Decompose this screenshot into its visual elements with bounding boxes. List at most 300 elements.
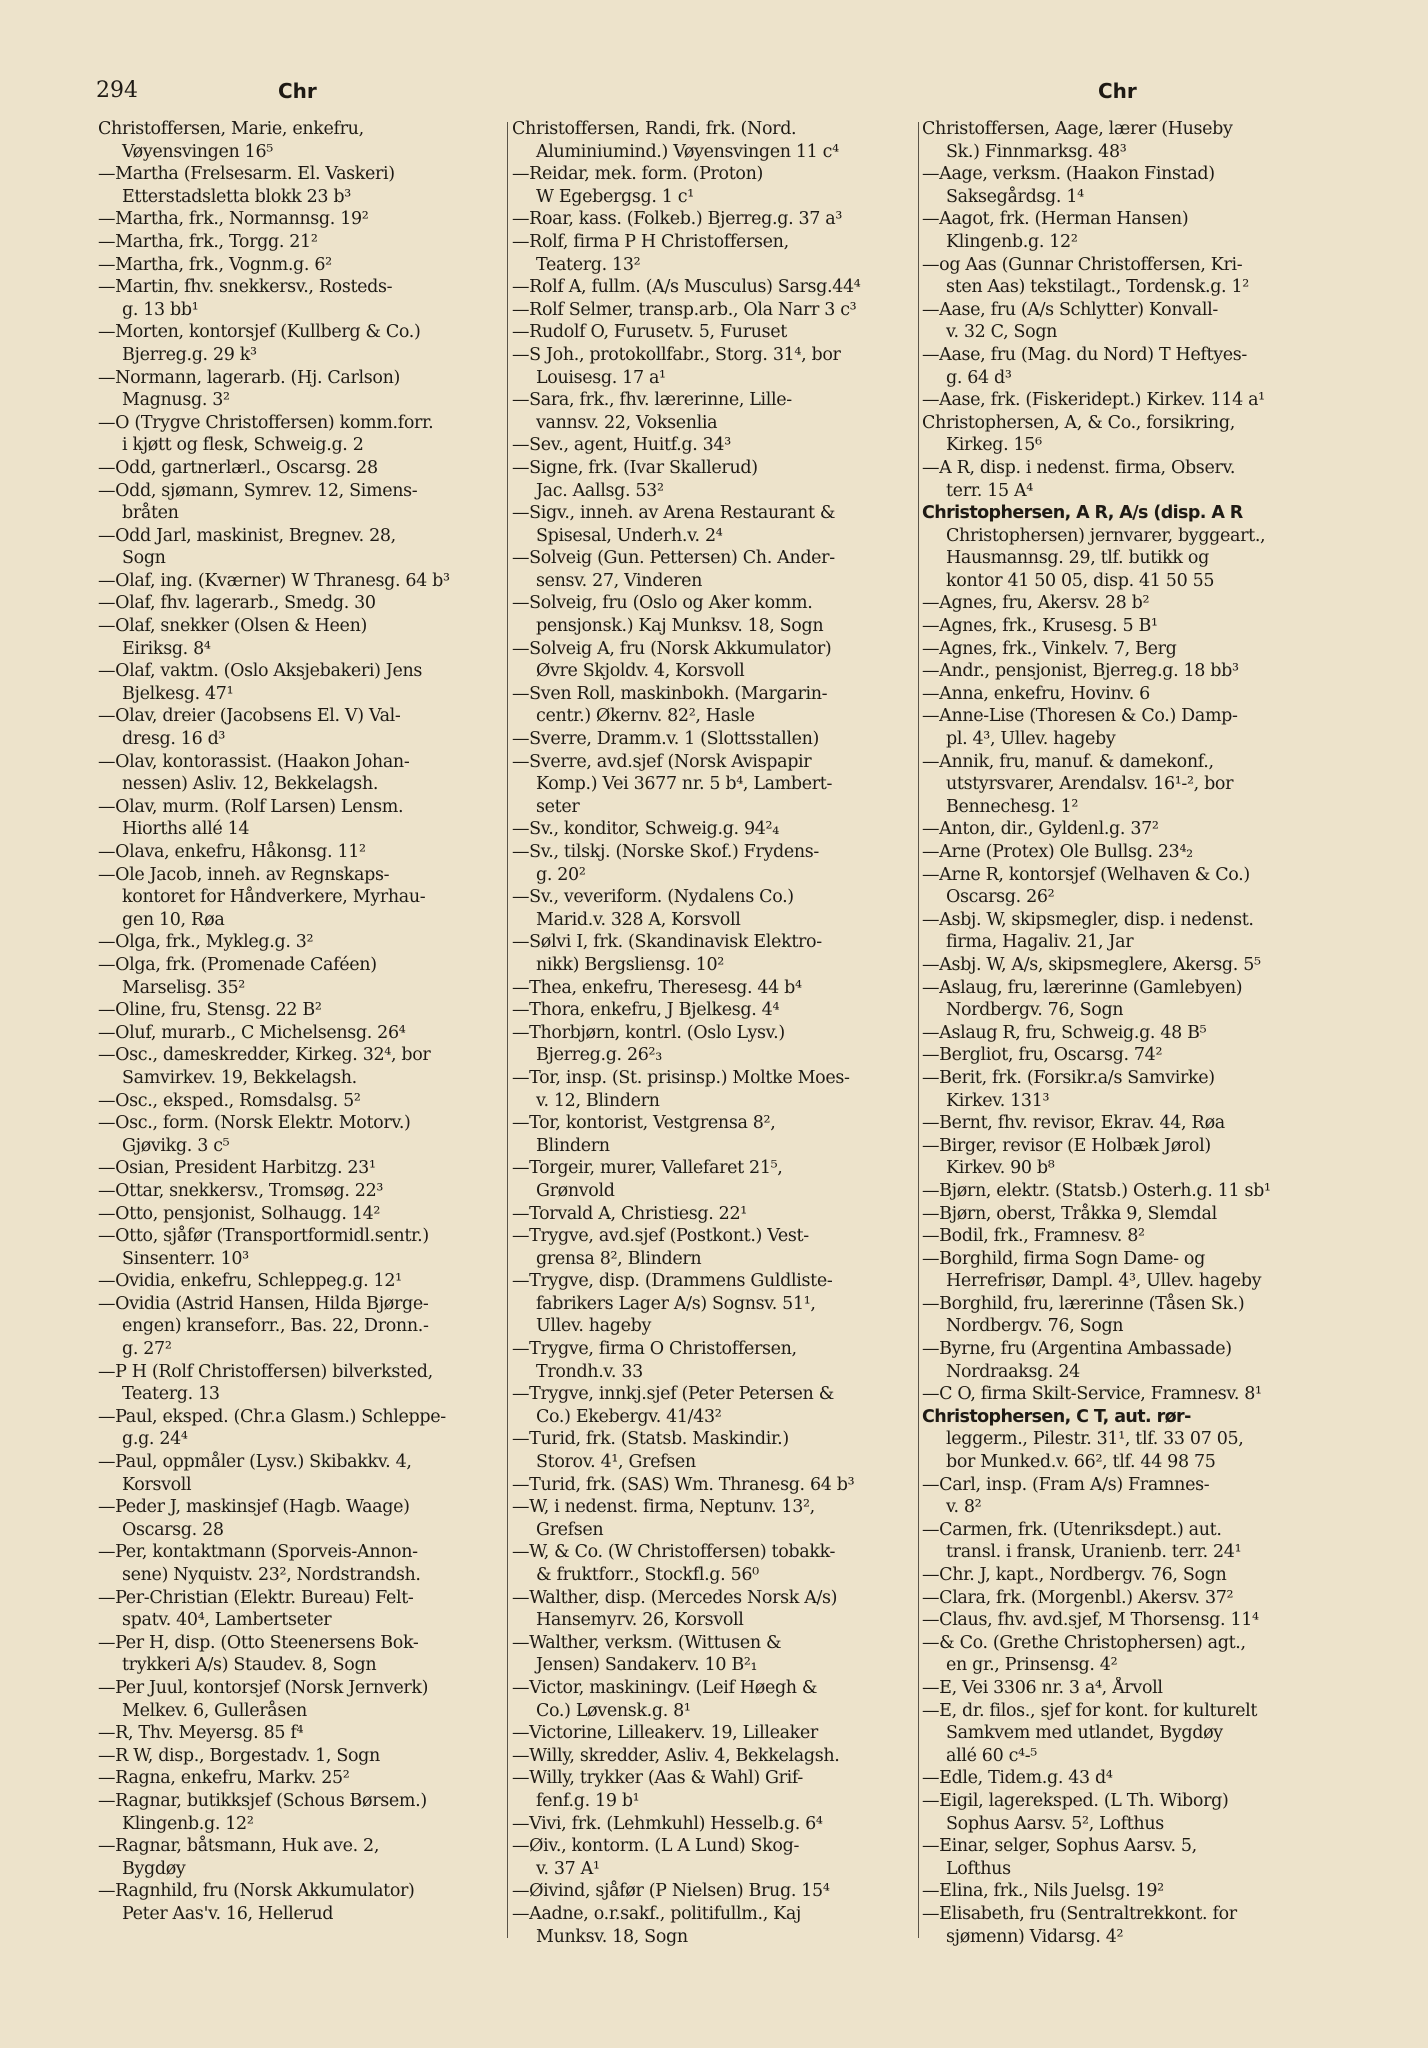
directory-entry	[512, 1225, 920, 1270]
entry-continuation-line: Jensen) Sandakerv. 10 B²₁	[536, 1655, 758, 1676]
directory-entry	[922, 1564, 1330, 1587]
directory-entry	[98, 1790, 504, 1835]
directory-entry	[922, 1700, 1330, 1768]
entry-continuation-line: Blindern	[536, 1135, 610, 1156]
directory-entry	[512, 1338, 920, 1383]
entry-line: —Willy, trykker (Aas & Wahl) Grif-	[512, 1768, 803, 1789]
entry-line: —Tor, insp. (St. prisinsp.) Moltke Moes-	[512, 1067, 850, 1088]
directory-entry	[922, 1293, 1330, 1338]
entry-line: —E, Vei 3306 nr. 3 a⁴, Årvoll	[922, 1677, 1163, 1698]
entry-line: —Aase, frk. (Fiskeridept.) Kirkev. 114 a¹	[922, 390, 1265, 411]
directory-entry	[98, 1406, 504, 1451]
entry-continuation-line: Klingenb.g. 12²	[946, 231, 1078, 252]
entry-continuation-line: Sophus Aarsv. 5², Lofthus	[946, 1813, 1164, 1834]
directory-entry	[98, 1880, 504, 1925]
entry-continuation-line: utstyrsvarer, Arendalsv. 16¹-², bor	[946, 774, 1234, 795]
directory-entry	[512, 683, 920, 728]
directory-entry	[98, 276, 504, 321]
entry-line: —Otto, pensjonist, Solhaugg. 14²	[98, 1203, 381, 1224]
entry-continuation-line: Marid.v. 328 A, Korsvoll	[536, 909, 741, 930]
directory-column-1	[98, 118, 504, 1998]
entry-line: —Thora, enkefru, J Bjelkesg. 4⁴	[512, 1000, 780, 1021]
entry-continuation-line: Bjelkesg. 47¹	[122, 683, 234, 704]
directory-entry	[922, 1609, 1330, 1632]
directory-entry	[98, 1541, 504, 1586]
entry-continuation-line: Hiorths allé 14	[122, 819, 250, 840]
entry-line: —Torvald A, Christiesg. 22¹	[512, 1203, 747, 1224]
entry-line: —Sven Roll, maskinbokh. (Margarin-	[512, 683, 828, 704]
directory-entry	[98, 1496, 504, 1541]
directory-entry	[512, 118, 920, 163]
entry-line: —Anton, dir., Gyldenl.g. 37²	[922, 819, 1159, 840]
entry-line: —Sverre, avd.sjef (Norsk Avispapir	[512, 751, 812, 772]
entry-line: —R, Thv. Meyersg. 85 f⁴	[98, 1723, 304, 1744]
directory-entry	[98, 570, 504, 593]
directory-entry	[98, 1022, 504, 1045]
entry-line: —Thea, enkefru, Theresesg. 44 b⁴	[512, 977, 802, 998]
entry-continuation-line: Sinsenterr. 10³	[122, 1248, 249, 1269]
directory-entry	[512, 1632, 920, 1677]
directory-entry	[922, 705, 1330, 750]
entry-line: —Byrne, fru (Argentina Ambassade)	[922, 1339, 1232, 1360]
running-head-left: Chr	[278, 79, 317, 103]
entry-continuation-line: Øvre Skjoldv. 4, Korsvoll	[536, 661, 745, 682]
directory-entry-firm	[922, 502, 1330, 592]
entry-line: —Sverre, Dramm.v. 1 (Slottsstallen)	[512, 729, 819, 750]
entry-line: —Aase, fru (Mag. du Nord) T Heftyes-	[922, 344, 1247, 365]
directory-entry	[98, 592, 504, 615]
entry-continuation-line: & fruktforr., Stockfl.g. 56⁰	[536, 1565, 759, 1585]
directory-entry	[98, 1745, 504, 1768]
directory-entry	[512, 818, 920, 841]
entry-continuation-line: v. 32 C, Sogn	[946, 322, 1058, 343]
entry-continuation-line: centr.) Økernv. 82², Hasle	[536, 706, 755, 727]
entry-line: —Olav, dreier (Jacobsens El. V) Val-	[98, 706, 401, 727]
directory-entry	[98, 864, 504, 932]
directory-entry	[922, 683, 1330, 706]
directory-entry	[922, 638, 1330, 661]
entry-continuation-line: Bygdøy	[122, 1858, 186, 1879]
entry-line: —Bodil, frk., Framnesv. 8²	[922, 1226, 1145, 1247]
directory-entry	[512, 592, 920, 637]
directory-entry	[98, 208, 504, 231]
directory-entry	[512, 547, 920, 592]
directory-entry-firm	[922, 1406, 1330, 1474]
entry-continuation-line: Kirkev. 90 b⁸	[946, 1158, 1055, 1179]
entry-line: —Torgeir, murer, Vallefaret 21⁵,	[512, 1158, 783, 1179]
directory-entry	[922, 841, 1330, 864]
directory-entry	[512, 457, 920, 502]
directory-entry	[512, 1496, 920, 1541]
directory-entry	[922, 1338, 1330, 1383]
entry-line: —Per Juul, kontorsjef (Norsk Jernverk)	[98, 1677, 429, 1698]
entry-continuation-line: grensa 8², Blindern	[536, 1248, 702, 1269]
entry-line: —Solveig (Gun. Pettersen) Ch. Ander-	[512, 548, 835, 569]
directory-entry	[512, 1813, 920, 1836]
directory-entry	[98, 457, 504, 480]
entry-continuation-line: Magnusg. 3²	[122, 390, 230, 411]
directory-entry	[922, 1135, 1330, 1180]
entry-line: —Carmen, frk. (Utenriksdept.) aut.	[922, 1519, 1222, 1540]
entry-line: —Sev., agent, Huitf.g. 34³	[512, 435, 731, 456]
entry-line: —Martha (Frelsesarm. El. Vaskeri)	[98, 164, 395, 185]
entry-line: —Berit, frk. (Forsikr.a/s Samvirke)	[922, 1067, 1215, 1088]
entry-continuation-line: Marselisg. 35²	[122, 977, 245, 998]
entry-line: —Normann, lagerarb. (Hj. Carlson)	[98, 367, 400, 388]
directory-entry	[512, 638, 920, 683]
entry-line: —Olga, frk., Mykleg.g. 3²	[98, 932, 314, 953]
directory-entry	[98, 525, 504, 570]
entry-line: —Oline, fru, Stensg. 22 B²	[98, 1000, 322, 1021]
entry-continuation-line: Sogn	[122, 548, 166, 569]
entry-line: —Olava, enkefru, Håkonsg. 11²	[98, 842, 366, 862]
directory-entry	[98, 705, 504, 750]
directory-entry	[922, 1383, 1330, 1406]
directory-entry	[98, 1767, 504, 1790]
directory-entry	[922, 1519, 1330, 1564]
directory-entry	[512, 841, 920, 886]
entry-line: —Trygve, disp. (Drammens Guldliste-	[512, 1271, 833, 1292]
directory-entry	[512, 1428, 920, 1473]
entry-continuation-line: Eiriksg. 8⁴	[122, 638, 211, 659]
directory-entry	[512, 1270, 920, 1338]
entry-continuation-line: seter	[536, 796, 580, 817]
entry-line: —R W, disp., Borgestadv. 1, Sogn	[98, 1745, 380, 1766]
entry-line: —Anna, enkefru, Hovinv. 6	[922, 683, 1150, 704]
entry-line: —Paul, eksped. (Chr.a Glasm.) Schleppe-	[98, 1406, 446, 1427]
directory-entry	[98, 254, 504, 277]
directory-entry	[922, 254, 1330, 299]
entry-line: —S Joh., protokollfabr., Storg. 31⁴, bor	[512, 344, 841, 365]
directory-entry	[512, 389, 920, 434]
entry-line: —Asbj. W, skipsmegler, disp. i nedenst.	[922, 909, 1254, 930]
entry-line: —Victor, maskiningv. (Leif Høegh &	[512, 1677, 818, 1698]
entry-line: Christophersen, A, & Co., forsikring,	[922, 412, 1235, 433]
entry-continuation-line: Ullev. hageby	[536, 1316, 652, 1337]
entry-line: —Odd, sjømann, Symrev. 12, Simens-	[98, 480, 418, 501]
entry-continuation-line: Teaterg. 13	[122, 1384, 220, 1405]
directory-column-3	[922, 118, 1330, 1998]
entry-line: —W, i nedenst. firma, Neptunv. 13²,	[512, 1497, 815, 1518]
entry-line: —A R, disp. i nedenst. firma, Observ.	[922, 457, 1236, 478]
entry-line: —Otto, sjåfør (Transportformidl.sentr.)	[98, 1226, 429, 1247]
directory-entry	[98, 1112, 504, 1157]
entry-continuation-line: en gr., Prinsensg. 4²	[946, 1655, 1118, 1676]
entry-line: —P H (Rolf Christoffersen) bilverksted,	[98, 1361, 433, 1382]
directory-entry	[512, 751, 920, 819]
entry-continuation-line: transl. i fransk, Uranienb. terr. 24¹	[946, 1542, 1242, 1563]
entry-continuation-line: sene) Nyquistv. 23², Nordstrandsh.	[122, 1565, 421, 1585]
directory-entry	[922, 389, 1330, 412]
directory-entry	[98, 367, 504, 412]
directory-entry	[922, 1835, 1330, 1880]
directory-entry	[922, 751, 1330, 819]
entry-line: —Sigv., inneh. av Arena Restaurant &	[512, 503, 836, 524]
directory-entry	[922, 1180, 1330, 1203]
directory-entry	[98, 118, 504, 163]
directory-entry	[922, 457, 1330, 502]
directory-entry	[922, 1880, 1330, 1903]
entry-line: —C O, firma Skilt-Service, Framnesv. 8¹	[922, 1384, 1262, 1405]
directory-entry	[98, 1203, 504, 1226]
entry-continuation-line: Nordraaksg. 24	[946, 1361, 1080, 1382]
entry-line: —Osc., dameskredder, Kirkeg. 32⁴, bor	[98, 1045, 431, 1066]
entry-line: —Claus, fhv. avd.sjef, M Thorsensg. 11⁴	[922, 1610, 1259, 1631]
entry-continuation-line: i kjøtt og flesk, Schweig.g. 2	[122, 435, 364, 456]
entry-continuation-line: Bennechesg. 1²	[946, 796, 1079, 817]
entry-line: —Rolf A, fullm. (A/s Musculus) Sarsg.44⁴	[512, 277, 861, 298]
directory-entry	[98, 615, 504, 660]
entry-line: —Ole Jacob, inneh. av Regnskaps-	[98, 864, 390, 885]
entry-line: —Solveig, fru (Oslo og Aker komm.	[512, 593, 813, 614]
directory-entry	[512, 1067, 920, 1112]
entry-continuation-line: Munksv. 18, Sogn	[536, 1926, 688, 1947]
entry-line: —Odd Jarl, maskinist, Bregnev. 28,	[98, 525, 396, 546]
directory-entry	[922, 344, 1330, 389]
entry-line: —Clara, frk. (Morgenbl.) Akersv. 37²	[922, 1587, 1234, 1608]
entry-line: —Walther, disp. (Mercedes Norsk A/s)	[512, 1587, 838, 1608]
entry-continuation-line: Co.) Ekebergv. 41/43²	[536, 1406, 722, 1427]
directory-entry	[922, 299, 1330, 344]
directory-entry	[512, 276, 920, 299]
entry-line: —Ovidia, enkefru, Schleppeg.g. 12¹	[98, 1271, 402, 1292]
entry-line: —Per, kontaktmann (Sporveis-Annon-	[98, 1542, 418, 1563]
directory-entry	[98, 1270, 504, 1293]
entry-continuation-line: sjømenn) Vidarsg. 4²	[946, 1926, 1124, 1947]
entry-line: —Thorbjørn, kontrl. (Oslo Lysv.)	[512, 1022, 785, 1043]
directory-entry	[922, 660, 1330, 683]
directory-entry	[98, 751, 504, 796]
entry-line: —Per-Christian (Elektr. Bureau) Felt-	[98, 1587, 414, 1608]
entry-line: —Arne (Protex) Ole Bullsg. 23⁴₂	[922, 842, 1193, 862]
entry-continuation-line: Saksegårdsg. 1⁴	[946, 186, 1084, 207]
directory-entry	[512, 1474, 920, 1497]
entry-line: —Osc., eksped., Romsdalsg. 5²	[98, 1090, 361, 1111]
entry-continuation-line: bor Munked.v. 66², tlf. 44 98 75	[946, 1452, 1216, 1473]
entry-line: —Aagot, frk. (Herman Hansen)	[922, 209, 1189, 230]
entry-line: —Trygve, innkj.sjef (Peter Petersen &	[512, 1384, 834, 1405]
entry-line: —Ovidia (Astrid Hansen, Hilda Bjørge-	[98, 1293, 429, 1314]
directory-entry	[922, 1587, 1330, 1610]
entry-line: —Walther, verksm. (Wittusen &	[512, 1632, 782, 1653]
entry-line: —Reidar, mek. form. (Proton)	[512, 164, 763, 185]
directory-entry	[512, 1203, 920, 1226]
entry-line: —Agnes, fru, Akersv. 28 b²	[922, 593, 1150, 614]
entry-line: —Martha, frk., Vognm.g. 6²	[98, 254, 332, 275]
entry-line: —Oluf, murarb., C Michelsensg. 26⁴	[98, 1022, 406, 1043]
entry-line: —Roar, kass. (Folkeb.) Bjerreg.g. 37 a³	[512, 209, 843, 230]
directory-entry	[98, 1451, 504, 1496]
entry-continuation-line: Grefsen	[536, 1519, 604, 1540]
directory-entry	[512, 1587, 920, 1632]
directory-entry	[512, 344, 920, 389]
entry-line: —Aadne, o.r.sakf., politifullm., Kaj	[512, 1903, 802, 1924]
entry-continuation-line: pensjonsk.) Kaj Munksv. 18, Sogn	[536, 616, 824, 637]
entry-line: —Turid, frk. (SAS) Wm. Thranesg. 64 b³	[512, 1474, 855, 1495]
entry-line: —Morten, kontorsjef (Kullberg & Co.)	[98, 322, 421, 343]
entry-continuation-line: fabrikers Lager A/s) Sognsv. 51¹,	[536, 1293, 816, 1314]
entry-continuation-line: terr. 15 A⁴	[946, 480, 1033, 501]
directory-column-2	[512, 118, 920, 1998]
entry-line: —Olaf, fhv. lagerarb., Smedg. 30	[98, 593, 376, 614]
entry-line: —Aslaug R, fru, Schweig.g. 48 B⁵	[922, 1022, 1207, 1043]
directory-entry	[922, 1225, 1330, 1248]
entry-line: —Rolf, firma P H Christoffersen,	[512, 231, 789, 252]
entry-line: —Chr. J, kapt., Nordbergv. 76, Sogn	[922, 1565, 1227, 1585]
entry-continuation-line: Kirkev. 131³	[946, 1090, 1050, 1111]
entry-line: —Birger, revisor (E Holbæk Jørol)	[922, 1135, 1211, 1156]
directory-entry	[98, 1835, 504, 1880]
entry-line: —Øivind, sjåfør (P Nielsen) Brug. 15⁴	[512, 1881, 830, 1902]
entry-line: —Arne R, kontorsjef (Welhaven & Co.)	[922, 864, 1250, 885]
entry-continuation-line: trykkeri A/s) Staudev. 8, Sogn	[122, 1655, 377, 1676]
directory-entry	[512, 502, 920, 547]
directory-entry	[922, 1474, 1330, 1519]
entry-line: —Trygve, avd.sjef (Postkont.) Vest-	[512, 1226, 809, 1247]
entry-line: —Eigil, lagereksped. (L Th. Wiborg)	[922, 1790, 1229, 1811]
directory-entry	[512, 231, 920, 276]
entry-continuation-line: leggerm., Pilestr. 31¹, tlf. 33 07 05,	[946, 1429, 1244, 1450]
entry-line: —Aase, fru (A/s Schlytter) Konvall-	[922, 299, 1218, 320]
directory-entry	[922, 864, 1330, 909]
entry-line: —& Co. (Grethe Christophersen) agt.,	[922, 1632, 1246, 1653]
entry-continuation-line: vannsv. 22, Voksenlia	[536, 412, 718, 433]
entry-continuation-line: nikk) Bergsliensg. 10²	[536, 954, 724, 975]
directory-entry	[98, 841, 504, 864]
page-number: 294	[96, 78, 138, 103]
entry-continuation-line: Samvirkev. 19, Bekkelagsh.	[122, 1067, 357, 1088]
entry-continuation-line: Samkvem med utlandet, Bygdøy	[946, 1723, 1223, 1744]
entry-continuation-line: Jac. Aallsg. 53²	[536, 480, 664, 501]
directory-entry	[98, 1677, 504, 1722]
directory-entry	[98, 660, 504, 705]
entry-line: —Asbj. W, A/s, skipsmeglere, Akersg. 5⁵	[922, 954, 1261, 975]
entry-line: —Sv., veveriform. (Nydalens Co.)	[512, 887, 794, 908]
entry-continuation-line: Komp.) Vei 3677 nr. 5 b⁴, Lambert-	[536, 774, 833, 795]
entry-continuation-line: g. 13 bb¹	[122, 299, 199, 320]
entry-continuation-line: Trondh.v. 33	[536, 1361, 643, 1382]
directory-entry	[922, 615, 1330, 638]
running-head-right: Chr	[1098, 79, 1137, 103]
entry-continuation-line: v. 12, Blindern	[536, 1090, 660, 1111]
directory-entry	[98, 231, 504, 254]
entry-line: —Willy, skredder, Asliv. 4, Bekkelagsh.	[512, 1745, 840, 1766]
directory-entry	[922, 1067, 1330, 1112]
entry-continuation-line: Grønvold	[536, 1180, 615, 1201]
entry-line: —Ragna, enkefru, Markv. 25²	[98, 1768, 350, 1789]
entry-line: —Peder J, maskinsjef (Hagb. Waage)	[98, 1497, 410, 1518]
directory-entry	[512, 728, 920, 751]
entry-line: —Einar, selger, Sophus Aarsv. 5,	[922, 1836, 1197, 1857]
entry-continuation-line: gen 10, Røa	[122, 909, 225, 930]
directory-entry	[512, 299, 920, 322]
entry-continuation-line: Oscarsg. 28	[122, 1519, 224, 1540]
directory-entry	[98, 1722, 504, 1745]
entry-line: Christoffersen, Randi, frk. (Nord.	[512, 119, 797, 139]
entry-continuation-line: Sk.) Finnmarksg. 48³	[946, 141, 1127, 162]
directory-entry	[98, 1225, 504, 1270]
column-divider	[507, 122, 508, 1938]
directory-entry	[512, 931, 920, 976]
entry-line: —Sv., konditor, Schweig.g. 94²₄	[512, 819, 779, 840]
entry-continuation-line: v. 37 A¹	[536, 1858, 600, 1879]
directory-entry	[98, 931, 504, 954]
entry-line: —Bjørn, elektr. (Statsb.) Osterh.g. 11 sb¹	[922, 1180, 1271, 1201]
directory-entry	[98, 954, 504, 999]
directory-entry	[512, 1383, 920, 1428]
entry-continuation-line: Teaterg. 13²	[536, 254, 641, 275]
directory-entry	[512, 1722, 920, 1745]
entry-continuation-line: bråten	[122, 503, 179, 524]
directory-entry	[512, 208, 920, 231]
entry-line: —Ragnar, butikksjef (Schous Børsem.)	[98, 1790, 427, 1811]
entry-continuation-line: sten Aas) tekstilagt., Tordensk.g. 1²	[946, 277, 1249, 298]
entry-continuation-line: spatv. 40⁴, Lambertseter	[122, 1610, 332, 1631]
entry-line: —W, & Co. (W Christoffersen) tobakk-	[512, 1542, 836, 1563]
entry-line: —Paul, oppmåler (Lysv.) Skibakkv. 4,	[98, 1452, 412, 1473]
directory-entry	[512, 1835, 920, 1880]
entry-line: Christophersen, C T, aut. rør-	[922, 1406, 1191, 1427]
entry-line: —Elisabeth, fru (Sentraltrekkont. for	[922, 1903, 1237, 1924]
entry-line: —Ottar, snekkersv., Tromsøg. 22³	[98, 1180, 384, 1201]
directory-entry	[98, 1293, 504, 1361]
entry-continuation-line: sensv. 27, Vinderen	[536, 570, 703, 591]
directory-entry	[922, 1790, 1330, 1835]
entry-continuation-line: Spisesal, Underh.v. 2⁴	[536, 525, 723, 546]
entry-line: —Carl, insp. (Fram A/s) Framnes-	[922, 1474, 1210, 1495]
directory-entry	[512, 1745, 920, 1768]
directory-entry	[922, 1903, 1330, 1948]
directory-entry	[922, 1044, 1330, 1067]
entry-line: —Edle, Tidem.g. 43 d⁴	[922, 1768, 1113, 1789]
entry-continuation-line: g.g. 24⁴	[122, 1429, 188, 1450]
entry-continuation-line: g. 64 d³	[946, 367, 1012, 388]
entry-line: —og Aas (Gunnar Christoffersen, Kri-	[922, 254, 1243, 275]
entry-line: —Borghild, firma Sogn Dame- og	[922, 1248, 1205, 1269]
entry-line: —Olaf, ing. (Kværner) W Thranesg. 64 b³	[98, 570, 450, 591]
entry-line: —Andr., pensjonist, Bjerreg.g. 18 bb³	[922, 661, 1239, 682]
entry-line: —Bergliot, fru, Oscarsg. 74²	[922, 1045, 1163, 1066]
entry-continuation-line: pl. 4³, Ullev. hageby	[946, 729, 1116, 750]
entry-line: —Agnes, frk., Krusesg. 5 B¹	[922, 616, 1158, 637]
directory-entry	[922, 163, 1330, 208]
directory-entry	[98, 999, 504, 1022]
entry-line: —O (Trygve Christoffersen) komm.forr.	[98, 412, 434, 433]
directory-entry	[922, 412, 1330, 457]
entry-continuation-line: W Egebergsg. 1 c¹	[536, 186, 694, 207]
directory-entry	[98, 1632, 504, 1677]
entry-line: —Sv., tilskj. (Norske Skof.) Frydens-	[512, 842, 819, 862]
directory-entry	[922, 1022, 1330, 1045]
directory-entry	[98, 1090, 504, 1113]
entry-line: —Vivi, frk. (Lehmkuhl) Hesselb.g. 6⁴	[512, 1813, 823, 1834]
entry-continuation-line: Lofthus	[946, 1858, 1011, 1879]
entry-continuation-line: Bjerreg.g. 26²₃	[536, 1045, 662, 1066]
directory-entry	[512, 999, 920, 1022]
directory-entry	[98, 796, 504, 841]
directory-entry	[98, 321, 504, 366]
entry-line: —Turid, frk. (Statsb. Maskindir.)	[512, 1429, 789, 1450]
entry-continuation-line: Louisesg. 17 a¹	[536, 367, 666, 388]
entry-line: —Ragnhild, fru (Norsk Akkumulator)	[98, 1881, 415, 1902]
entry-line: —Anne-Lise (Thoresen & Co.) Damp-	[922, 706, 1238, 727]
entry-line: —Martha, frk., Torgg. 21²	[98, 231, 318, 252]
entry-line: —Bjørn, oberst, Tråkka 9, Slemdal	[922, 1203, 1217, 1224]
directory-entry	[98, 1044, 504, 1089]
entry-continuation-line: Nordbergv. 76, Sogn	[946, 1000, 1124, 1021]
directory-entry	[922, 1112, 1330, 1135]
directory-entry	[98, 1157, 504, 1180]
